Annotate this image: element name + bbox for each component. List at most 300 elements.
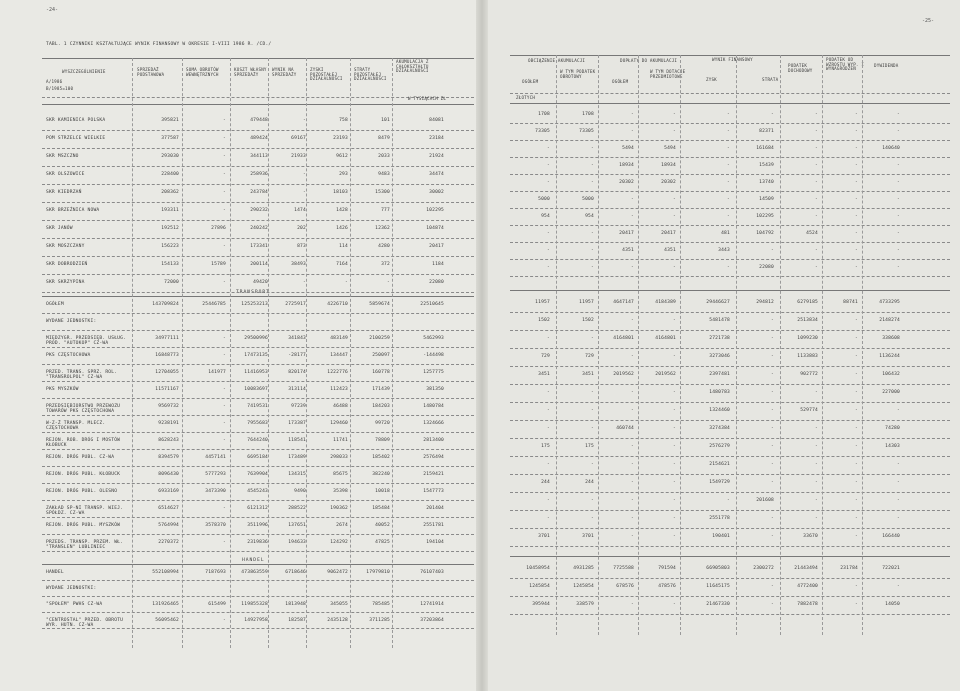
column-divider [268,58,269,648]
cell-value: - [771,534,774,539]
cell-value: - [631,318,634,323]
cell-value: 29500996 [244,336,268,341]
cell-value: 2019562 [613,372,634,377]
cell-value: 6279185 [797,300,818,305]
units-left: W TYSIĄCACH ZŁ [408,96,447,101]
cell-value: 4351 [622,248,634,253]
cell-value: - [631,390,634,395]
cell-value: 194633 [288,540,306,545]
cell-value: - [223,244,226,249]
row-label: REJON. DRÓG PUBL. CZ-WA [46,455,115,460]
row-separator [42,483,474,484]
cell-value: - [631,112,634,117]
cell-value: 7725588 [613,566,634,571]
col-header-accumulation: AKUMULACJA Z CAŁOKSZTAŁTU DZIAŁALNOŚCI [396,59,429,74]
cell-value: 21467330 [706,602,730,607]
cell-value: 873 [297,244,306,249]
cell-value: 129460 [330,421,348,426]
cell-value: - [897,129,900,134]
cell-value: 372 [381,262,390,267]
row-separator [510,140,950,141]
cell-value: 250097 [372,353,390,358]
cell-value: 156223 [161,244,179,249]
cell-value: 5000 [582,197,594,202]
cell-value: 460744 [616,426,634,431]
cell-value: 66905803 [706,566,730,571]
cell-value: 34977111 [155,336,179,341]
cell-value: 313114 [288,387,306,392]
column-divider [822,55,823,635]
cell-value: - [897,584,900,589]
cell-value: 1257775 [423,370,444,375]
cell-value: 3451 [538,372,550,377]
cell-value: 2674 [336,523,348,528]
cell-value: 194104 [426,540,444,545]
cell-value: 345055 [330,602,348,607]
cell-value: 3711285 [369,618,390,623]
cell-value: 1099230 [797,336,818,341]
cell-value: - [897,180,900,185]
cell-value: 1480783 [709,390,730,395]
group-header-subsidies: DOPŁATY DO AKUMULACJI [620,58,678,63]
row-separator [42,148,474,149]
row-separator [510,276,950,277]
section-handel: HANDEL [242,558,265,563]
cell-value: 131926465 [152,602,179,607]
cell-value: - [771,444,774,449]
row-label: SKR BRZEŹNICA NOWA [46,208,100,213]
cell-value: - [591,408,594,413]
cell-value: - [815,248,818,253]
cell-value: 377587 [161,136,179,141]
cell-value: - [897,163,900,168]
cell-value: 4733295 [879,300,900,305]
cell-value: 4647147 [613,300,634,305]
cell-value: 1222776 [327,370,348,375]
cell-value: 104874 [426,226,444,231]
row-separator [510,290,950,291]
table-title: TABL. 1 CZYNNIKI KSZTAŁTUJĄCE WYNIK FINANSOWY W OKRESIE I-VIII 1986 R. /CD./ [46,42,272,47]
row-separator [510,157,950,158]
row-label: SKR JANÓW [46,226,73,231]
cell-value: - [223,618,226,623]
column-divider [556,55,557,635]
cell-value: 3443 [718,248,730,253]
cell-value: 2159421 [423,472,444,477]
cell-value: 2154621 [709,462,730,467]
cell-value: 23184 [429,136,444,141]
row-label: PKS MYSZKÓW [46,387,79,392]
cell-value: - [855,372,858,377]
cell-value: 6121312 [247,506,268,511]
cell-value: - [727,146,730,151]
cell-value: 5000 [538,197,550,202]
cell-value: - [303,172,306,177]
cell-value: - [547,248,550,253]
cell-value: 1136244 [879,354,900,359]
row-separator [42,347,474,348]
cell-value: 3578370 [205,523,226,528]
cell-value: 106432 [882,372,900,377]
cell-value: 143709824 [152,302,179,307]
cell-value: 102295 [756,214,774,219]
row-separator [510,528,950,529]
col-header-dividend: DYWIDENDA [874,63,899,68]
cell-value: 35398 [333,489,348,494]
cell-value: - [727,197,730,202]
cell-value: - [223,136,226,141]
cell-value: - [631,444,634,449]
cell-value: 202 [297,226,306,231]
cell-value: 244 [585,480,594,485]
cell-value: - [855,231,858,236]
cell-value: 478576 [658,584,676,589]
cell-value: - [631,602,634,607]
cell-value: - [223,387,226,392]
cell-value: 22080 [759,265,774,270]
cell-value: 124292 [330,540,348,545]
cell-value: - [223,208,226,213]
cell-value: - [771,372,774,377]
cell-value: 201404 [426,506,444,511]
cell-value: - [771,336,774,341]
row-separator [510,556,950,557]
row-separator [510,208,950,209]
row-separator [42,274,474,275]
cell-value: - [673,214,676,219]
row-separator [510,242,950,243]
row-separator [42,166,474,167]
cell-value: 11741 [333,438,348,443]
cell-value: - [897,480,900,485]
cell-value: - [897,265,900,270]
cell-value: 27896 [211,226,226,231]
row-label: REJON. ROB. DRÓG I MOSTÓW KŁOBUCK [46,438,121,448]
cell-value: 5859674 [369,302,390,307]
cell-value: 20302 [661,180,676,185]
cell-value: 208362 [161,190,179,195]
cell-value: -144498 [423,353,444,358]
cell-value: - [855,444,858,449]
cell-value: 119855328 [241,602,268,607]
cell-value: - [855,197,858,202]
cell-value: 722021 [882,566,900,571]
row-separator [510,366,950,367]
page-number-left: -24- [46,7,59,13]
cell-value: - [771,462,774,467]
cell-value: 3274384 [709,426,730,431]
cell-value: - [631,480,634,485]
column-divider [598,55,599,635]
cell-value: 18934 [619,163,634,168]
cell-value: 6695184 [247,455,268,460]
cell-value: 3273046 [709,354,730,359]
cell-value: - [897,516,900,521]
cell-value: 2513834 [797,318,818,323]
col-header-loss: STRATA [762,77,779,82]
column-divider [350,58,351,648]
cell-value: 2725917 [285,302,306,307]
cell-value: 104792 [756,231,774,236]
cell-value: 47825 [375,540,390,545]
cell-value: 141977 [208,370,226,375]
cell-value: 9238191 [158,421,179,426]
cell-value: - [855,498,858,503]
cell-value: 2435128 [327,618,348,623]
cell-value: 11957 [579,300,594,305]
cell-value: 382240 [372,472,390,477]
cell-value: 29446627 [706,300,730,305]
group-header-result: WYNIK FINANSOWY [712,57,753,62]
row-separator [510,259,950,260]
row-separator [510,456,950,457]
cell-value: - [815,462,818,467]
cell-value: 1428 [336,208,348,213]
row-separator [42,517,474,518]
stub-header: WYSZCZEGÓLNIENIE [62,69,106,74]
cell-value: 758 [339,118,348,123]
col-header-cost: KOSZT WŁASNY SPRZEDAŻY [234,67,267,77]
row-separator [42,202,474,203]
cell-value: 17473135 [244,353,268,358]
cell-value: 1708 [538,112,550,117]
cell-value: 84081 [429,118,444,123]
row-label: REJON. DRÓG PUBL. KŁOBUCK [46,472,121,477]
cell-value: - [815,214,818,219]
cell-value: - [897,248,900,253]
cell-value: - [897,498,900,503]
cell-value: 2576494 [423,455,444,460]
cell-value: 2551778 [709,516,730,521]
cell-value: - [631,129,634,134]
cell-value: 14509 [759,197,774,202]
cell-value: - [897,408,900,413]
cell-value: - [673,390,676,395]
col-header-profit: ZYSK [706,77,717,82]
cell-value: 552108994 [152,570,179,575]
cell-value: 5764994 [158,523,179,528]
cell-value: - [631,462,634,467]
cell-value: 34474 [429,172,444,177]
row-separator [42,500,474,501]
cell-value: - [855,534,858,539]
cell-value: 2300272 [753,566,774,571]
cell-value: - [815,444,818,449]
cell-value: - [855,354,858,359]
cell-value: - [631,354,634,359]
cell-value: 184203 [372,404,390,409]
cell-value: 489424 [250,136,268,141]
cell-value: - [591,390,594,395]
cell-value: 6933169 [158,489,179,494]
cell-value: 23193 [333,136,348,141]
cell-value: 10458954 [526,566,550,571]
cell-value: 4524 [806,231,818,236]
cell-value: 1426 [336,226,348,231]
cell-value: 12741914 [420,602,444,607]
cell-value: - [673,129,676,134]
cell-value: - [591,231,594,236]
cell-value: - [547,498,550,503]
cell-value: - [855,602,858,607]
stub-note-b: B/1985=100 [46,86,74,91]
cell-value: - [815,112,818,117]
cell-value: - [897,197,900,202]
cell-value: 344113 [250,154,268,159]
cell-value: 21924 [429,154,444,159]
row-separator [510,492,950,493]
cell-value: - [223,118,226,123]
cell-value: - [771,584,774,589]
cell-value: - [673,534,676,539]
cell-value: 4164801 [655,336,676,341]
cell-value: 791594 [658,566,676,571]
cell-value: - [855,408,858,413]
cell-value: - [897,214,900,219]
cell-value: 200114 [250,262,268,267]
cell-value: - [771,408,774,413]
cell-value: 10018 [375,489,390,494]
column-divider [862,55,863,635]
row-label: PKS CZĘSTOCHOWA [46,353,91,358]
cell-value: 14927958 [244,618,268,623]
cell-value: 4164801 [613,336,634,341]
col-header-other-losses: STRATY POZOSTAŁEJ DZIAŁALNOŚCI [354,67,387,82]
cell-value: 1184 [432,262,444,267]
cell-value: 21443494 [794,566,818,571]
cell-value: 4280 [378,244,390,249]
cell-value: 15300 [375,190,390,195]
cell-value: 1133883 [797,354,818,359]
row-separator [510,614,950,615]
cell-value: - [591,163,594,168]
cell-value: - [547,516,550,521]
cell-value: 954 [585,214,594,219]
cell-value: 30002 [429,190,444,195]
cell-value: 190362 [330,506,348,511]
cell-value: 134447 [330,353,348,358]
cell-value: - [855,336,858,341]
cell-value: 8394579 [158,455,179,460]
cell-value: 11957 [535,300,550,305]
cell-value: - [223,404,226,409]
cell-value: 175 [585,444,594,449]
cell-value: - [771,354,774,359]
cell-value: - [771,318,774,323]
cell-value: - [591,462,594,467]
cell-value: - [591,336,594,341]
cell-value: 4226710 [327,302,348,307]
cell-value: - [771,480,774,485]
cell-value: - [547,180,550,185]
book-gutter [476,0,488,691]
cell-value: 3473390 [205,489,226,494]
cell-value: - [897,112,900,117]
col-header-wage-tax: PODATEK OD WZROSTU WYP. I WYNAGRODZEŃ [826,57,865,72]
cell-value: 290232 [250,208,268,213]
cell-value: 10083697 [244,387,268,392]
cell-value: 1549729 [709,480,730,485]
cell-value: - [815,146,818,151]
column-divider [306,58,307,648]
cell-value: 240242 [250,226,268,231]
cell-value: 288522 [288,506,306,511]
row-label: REJON. DRÓG PUBL. MYSZKÓW [46,523,121,528]
cell-value: - [631,408,634,413]
row-separator [510,330,950,331]
cell-value: 8479 [378,136,390,141]
cell-value: 15789 [211,262,226,267]
cell-value: - [673,498,676,503]
cell-value: - [591,516,594,521]
row-label: PRZED. TRANS. SPRZ. ROL. "TRANSROLPOL" CZ-WA [46,370,118,380]
row-label: WYDANE JEDNOSTKI: [46,319,97,324]
cell-value: - [727,163,730,168]
cell-value: - [815,163,818,168]
cell-value: 8628243 [158,438,179,443]
cell-value: - [815,426,818,431]
column-divider [680,55,681,635]
cell-value: 11571167 [155,387,179,392]
cell-value: 2319836 [247,540,268,545]
cell-value: - [727,180,730,185]
cell-value: - [223,336,226,341]
cell-value: 1502 [538,318,550,323]
col-header-subsidy-total: OGÓŁEM [612,79,629,84]
cell-value: 729 [541,354,550,359]
cell-value: 4351 [664,248,676,253]
cell-value: 175 [541,444,550,449]
row-separator [42,564,474,565]
cell-value: 9569732 [158,404,179,409]
cell-value: 17979810 [366,570,390,575]
cell-value: 902772 [800,372,818,377]
row-separator [510,510,950,511]
cell-value: - [223,421,226,426]
cell-value: 14303 [885,444,900,449]
cell-value: -28177 [288,353,306,358]
row-separator [42,292,474,293]
cell-value: - [855,426,858,431]
cell-value: 7639904 [247,472,268,477]
col-header-burden-total: OGÓŁEM [522,79,539,84]
cell-value: 7187693 [205,570,226,575]
row-separator [42,449,474,450]
cell-value: - [855,318,858,323]
cell-value: 2270372 [158,540,179,545]
cell-value: 7164 [336,262,348,267]
cell-value: 9490 [294,489,306,494]
row-separator [42,612,474,613]
row-label: SKR MOSZCZANY [46,244,85,249]
cell-value: 293 [339,172,348,177]
cell-value: - [223,280,226,285]
cell-value: 529774 [800,408,818,413]
row-separator [42,381,474,382]
cell-value: 2397481 [709,372,730,377]
cell-value: 4184389 [655,300,676,305]
cell-value: 134315 [288,472,306,477]
cell-value: 49420 [253,280,268,285]
cell-value: 954 [541,214,550,219]
cell-value: - [591,498,594,503]
cell-value: - [631,516,634,521]
col-header-turnover-tax: W TYM PODATEK OBROTOWY [560,69,596,79]
cell-value: 481 [721,231,730,236]
cell-value: 1245854 [573,584,594,589]
cell-value: - [855,163,858,168]
cell-value: 678576 [616,584,634,589]
